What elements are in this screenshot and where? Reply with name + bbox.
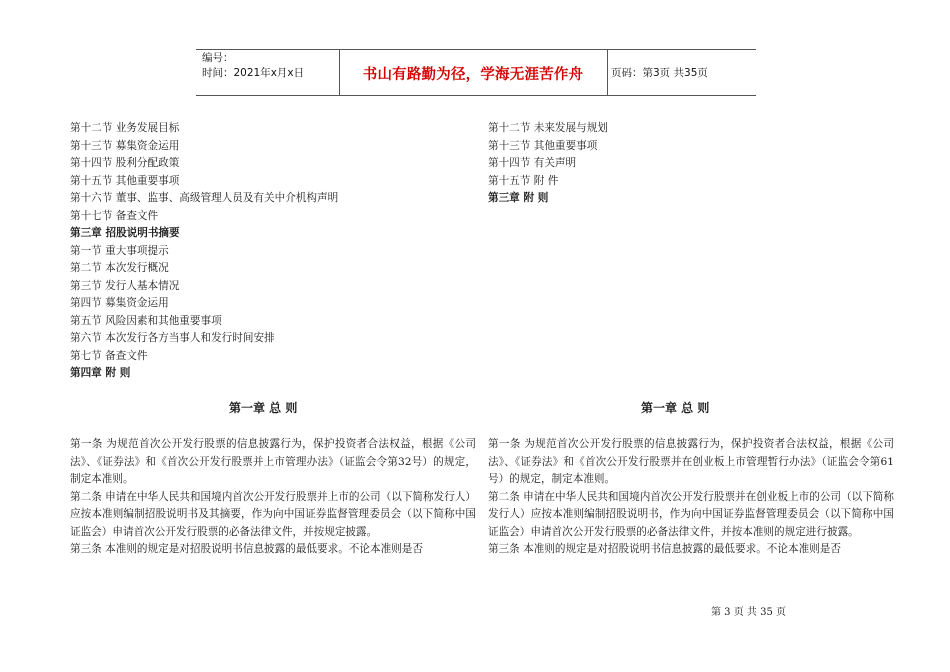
- toc-line: 第十六节 董事、监事、高级管理人员及有关中介机构声明: [70, 192, 339, 204]
- article-paragraph: 第三条 本准则的规定是对招股说明书信息披露的最低要求。不论本准则是否: [488, 543, 841, 555]
- toc-line: 第十四节 股利分配政策: [70, 157, 180, 169]
- header-bottom-rule: [196, 95, 756, 96]
- left-body-text: [70, 436, 476, 559]
- right-chapter-title: 第一章 总 则: [641, 401, 710, 415]
- toc-chapter-line: 第四章 附 则: [70, 367, 131, 379]
- toc-line: 第十五节 其他重要事项: [70, 174, 180, 187]
- article-paragraph: 第一条 为规范首次公开发行股票的信息披露行为，保护投资者合法权益，根据《公司法》、《证券法》和《首次公开发行股票并在创业板上市管理暂行办法》（证监会令第61号）的规定，制定本准则。: [488, 438, 894, 485]
- toc-line: 第十二节 业务发展目标: [70, 122, 180, 134]
- document-time-label: 时间：2021年x月x日: [202, 67, 305, 79]
- toc-line: 第一节 重大事项提示: [70, 244, 169, 257]
- document-number-label: 编号：: [202, 52, 234, 64]
- article-paragraph: 第二条 申请在中华人民共和国境内首次公开发行股票并在创业板上市的公司（以下简称发行人）应按本准则编制招股说明书，作为向中国证券监督管理委员会（以下简称中国证监会）申请首次公开发行股票的必备法律文件，并按本准则的规定进行披露。: [488, 490, 894, 538]
- left-chapter-title: 第一章 总 则: [229, 401, 298, 415]
- header-top-rule: [196, 49, 756, 50]
- toc-chapter-line: 第三章 附 则: [488, 192, 549, 204]
- right-table-of-contents: [488, 120, 608, 208]
- toc-line: 第十四节 有关声明: [488, 157, 577, 169]
- toc-line: 第十三节 其他重要事项: [488, 139, 598, 152]
- toc-line: 第六节 本次发行各方当事人和发行时间安排: [70, 332, 275, 344]
- left-table-of-contents: [70, 120, 338, 383]
- right-body-text: [488, 436, 894, 559]
- toc-line: 第三节 发行人基本情况: [70, 279, 180, 292]
- article-paragraph: 第三条 本准则的规定是对招股说明书信息披露的最低要求。不论本准则是否: [70, 543, 423, 555]
- header-motto: 书山有路勤为径，学海无涯苦作舟: [362, 67, 584, 83]
- toc-line: 第四节 募集资金运用: [70, 297, 169, 309]
- toc-chapter-line: 第三章 招股说明书摘要: [70, 227, 180, 239]
- toc-line: 第七节 备查文件: [70, 349, 148, 362]
- header-divider: [607, 49, 608, 96]
- toc-line: 第十二节 未来发展与规划: [488, 122, 608, 134]
- toc-line: 第十七节 备查文件: [70, 209, 159, 222]
- toc-line: 第十五节 附 件: [488, 174, 559, 187]
- toc-line: 第五节 风险因素和其他重要事项: [70, 314, 222, 327]
- page-header: [196, 49, 756, 96]
- header-meta: [202, 51, 304, 81]
- article-paragraph: 第二条 申请在中华人民共和国境内首次公开发行股票并上市的公司（以下简称发行人）应按本准则编制招股说明书及其摘要，作为向中国证券监督管理委员会（以下简称中国证监会）申请首次公开发行股票的必备法律文件，并按规定披露。: [70, 490, 476, 538]
- header-page-info: 页码：第3页 共35页: [611, 67, 708, 79]
- page-footer: 第 3 页 共 35 页: [711, 607, 786, 618]
- toc-line: 第二节 本次发行概况: [70, 262, 169, 274]
- toc-line: 第十三节 募集资金运用: [70, 139, 180, 152]
- article-paragraph: 第一条 为规范首次公开发行股票的信息披露行为，保护投资者合法权益，根据《公司法》、《证券法》和《首次公开发行股票并上市管理办法》（证监会令第32号）的规定，制定本准则。: [70, 438, 476, 485]
